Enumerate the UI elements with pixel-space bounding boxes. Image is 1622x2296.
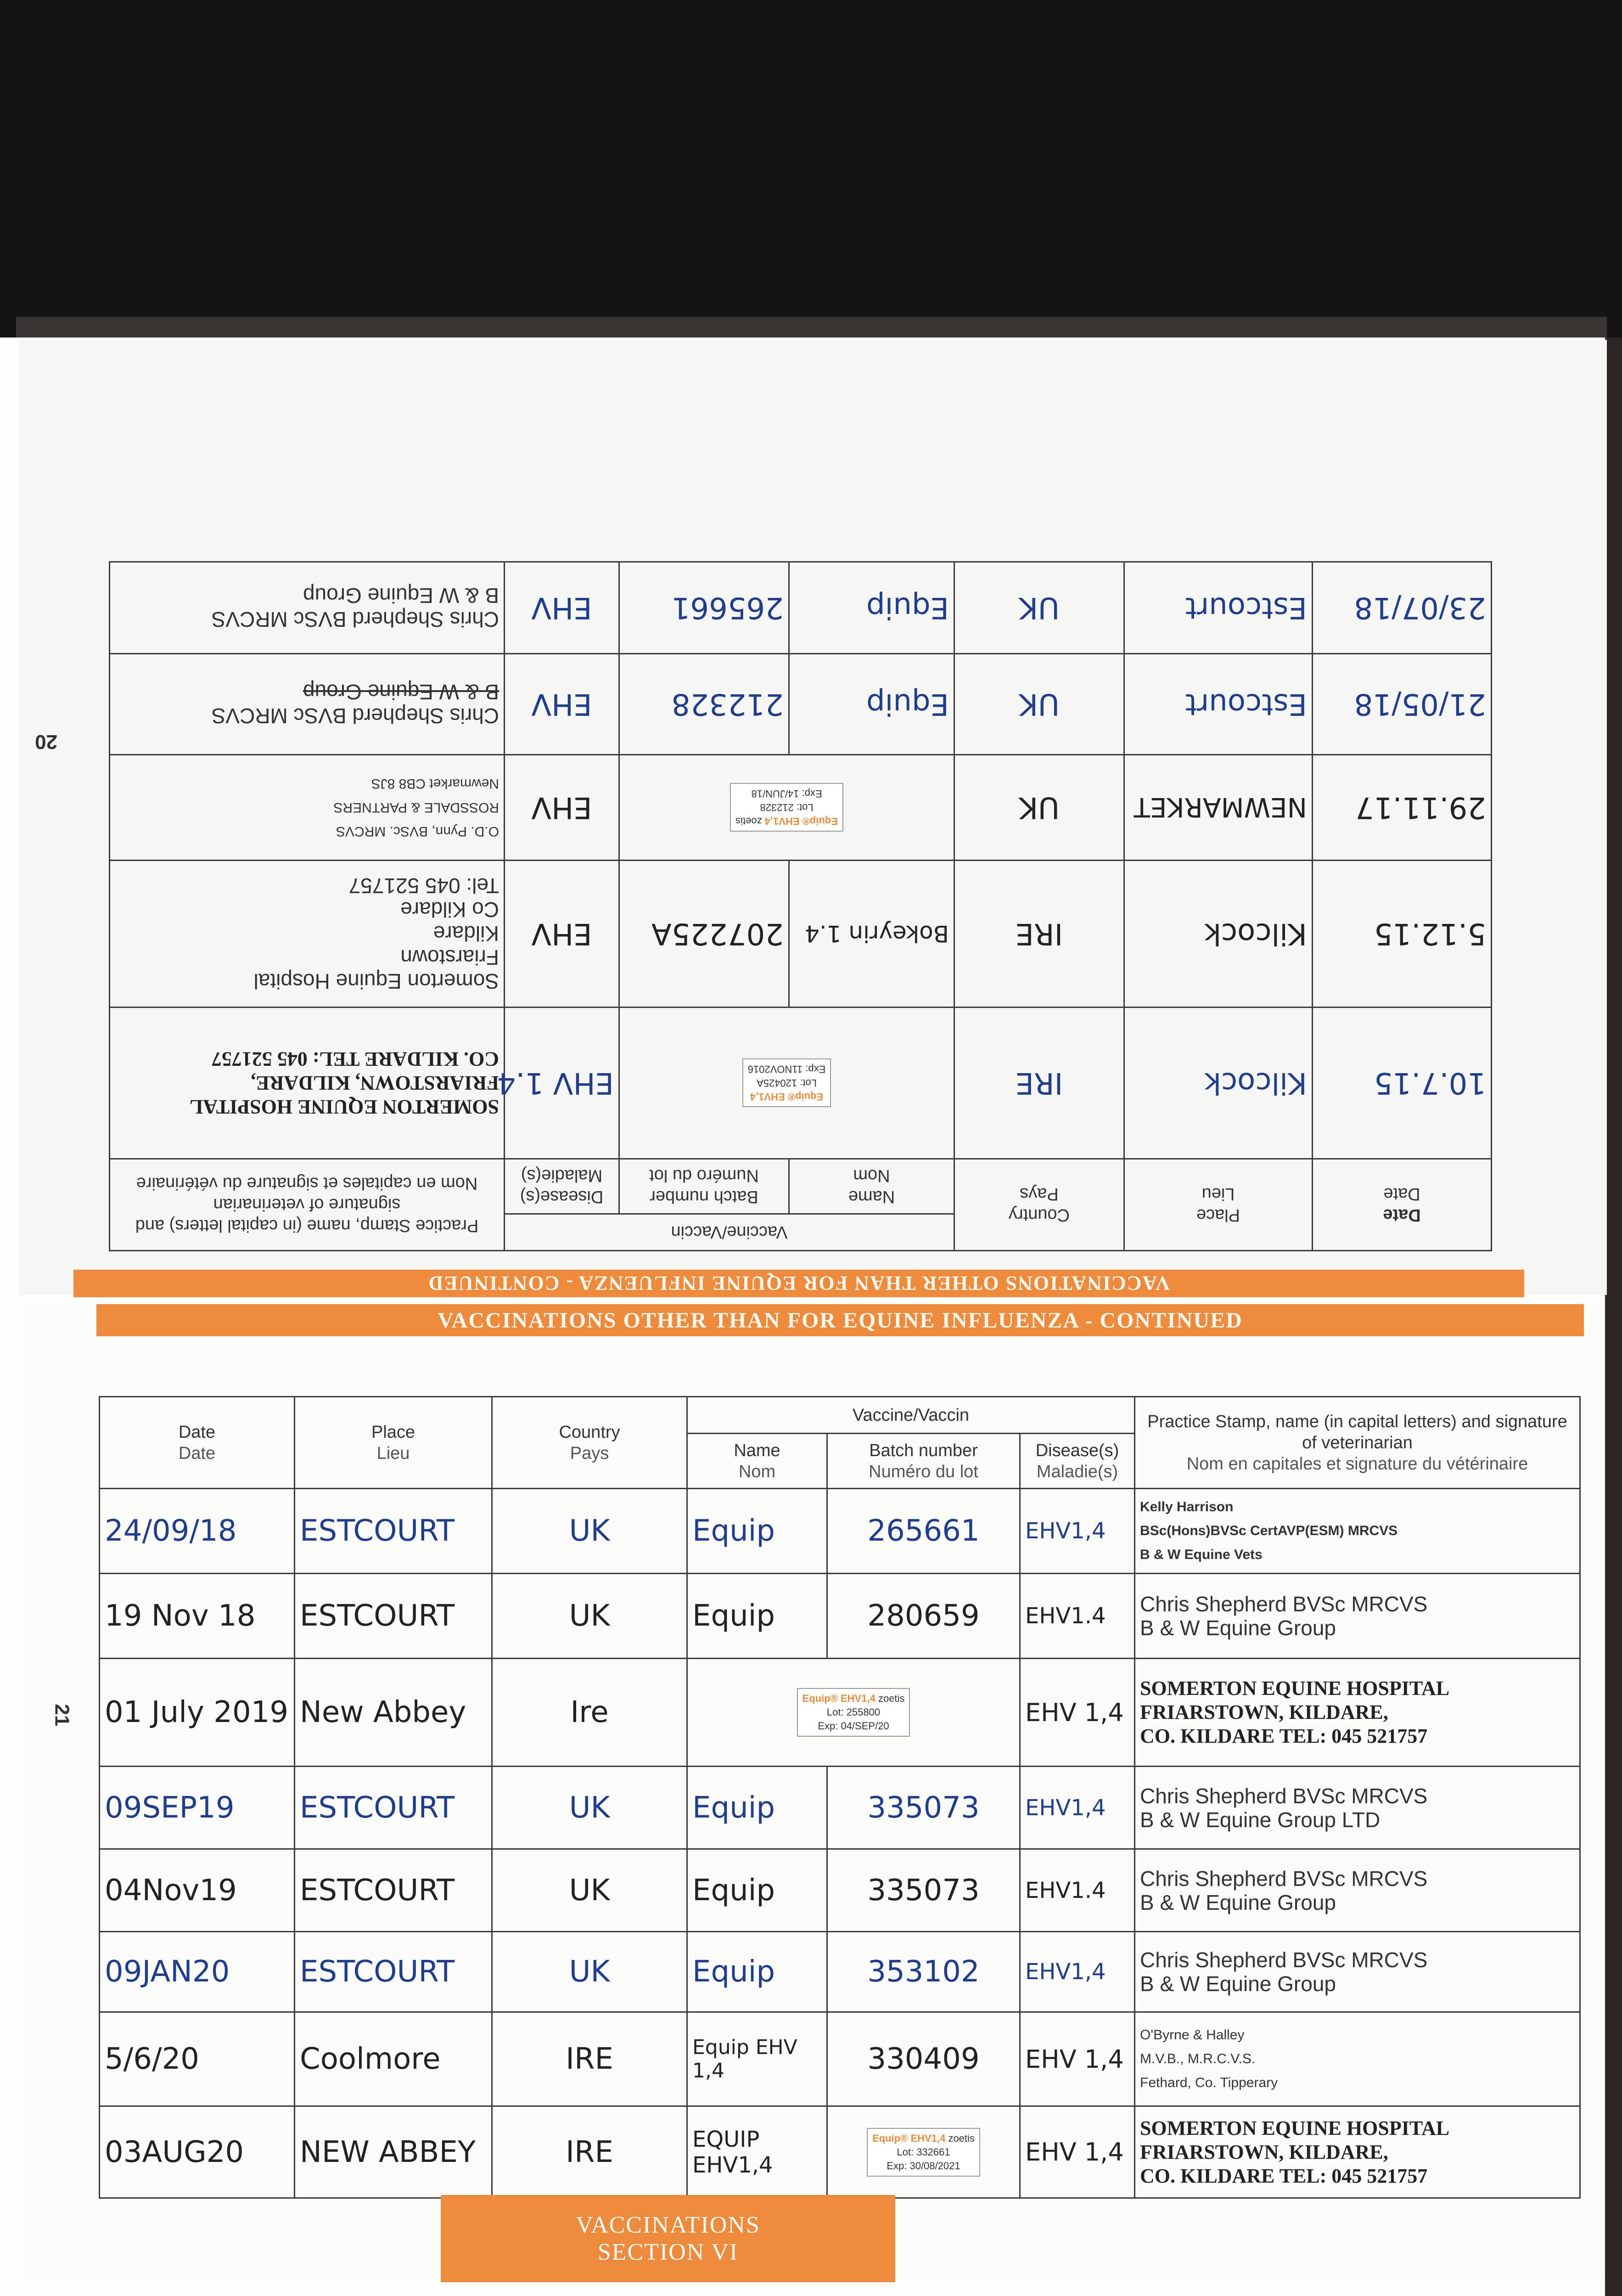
- lower-row-disease: EHV1,4: [1020, 1932, 1135, 2012]
- lower-table-row: [100, 1932, 1580, 2012]
- lower-row-batch: 353102: [827, 1932, 1020, 2012]
- section-footer-banner: [441, 2195, 895, 2282]
- lower-table-row: [100, 1574, 1580, 1659]
- upper-row-place: Estcourt: [1124, 654, 1313, 755]
- upper-row-place: Kilcock: [1124, 1007, 1313, 1159]
- upper-row-place: Kilcock: [1124, 861, 1313, 1007]
- lower-table-row: [100, 1849, 1580, 1932]
- lower-page-number: 21: [51, 1704, 73, 1727]
- vaccine-sticker: Equip® EHV1,4 zoetis Lot: 255800 Exp: 04/SEP/20: [797, 1688, 910, 1737]
- lower-section-banner: [96, 1304, 1584, 1336]
- lower-row-vaccine-label: [827, 2106, 1020, 2198]
- upper-row-disease: EHV: [505, 562, 619, 654]
- lower-row-country: IRE: [492, 2106, 687, 2198]
- upper-table-row: [110, 1007, 1492, 1159]
- book-spine-edge: [1605, 338, 1622, 2296]
- upper-row-vaccine-label: [619, 755, 954, 861]
- upper-page-number: 20: [35, 731, 57, 753]
- upper-header-stamp: Practice Stamp, name (in capital letters) and signature of veterinarian Nom en capitales et signature du vétérinaire: [110, 1159, 505, 1251]
- lower-row-batch: 330409: [827, 2012, 1020, 2106]
- lower-row-place: ESTCOURT: [295, 1932, 492, 2012]
- lower-row-stamp: SOMERTON EQUINE HOSPITAL FRIARSTOWN, KILDARE, CO. KILDARE TEL: 045 521757: [1135, 2106, 1580, 2198]
- upper-row-disease: EHV: [505, 755, 619, 861]
- lower-table-row: [100, 1489, 1580, 1574]
- upper-row-stamp: Somerton Equine Hospital Friarstown Kildare Co Kildare Tel: 045 521757: [110, 861, 505, 1007]
- vaccine-sticker: Equip® EHV1,4 zoetis Lot: 332661 Exp: 30/08/2021: [867, 2128, 980, 2177]
- lower-row-date: 04Nov19: [100, 1849, 295, 1932]
- lower-row-place: ESTCOURT: [295, 1767, 492, 1849]
- lower-row-date: 09SEP19: [100, 1767, 295, 1849]
- lower-row-date: 01 July 2019: [100, 1659, 295, 1767]
- upper-header-place: Place Lieu: [1124, 1159, 1313, 1251]
- upper-row-date: 23/07/18: [1313, 562, 1492, 654]
- lower-row-name: Equip: [687, 1574, 827, 1659]
- lower-table-row: [100, 1659, 1580, 1767]
- lower-row-place: Coolmore: [295, 2012, 492, 2106]
- upper-row-date: 10.7.15: [1313, 1007, 1492, 1159]
- lower-row-place: ESTCOURT: [295, 1489, 492, 1574]
- lower-row-name: Equip: [687, 1767, 827, 1849]
- lower-row-name: EQUIP EHV1,4: [687, 2106, 827, 2198]
- lower-row-name: Equip: [687, 1849, 827, 1932]
- lower-row-batch: 335073: [827, 1767, 1020, 1849]
- lower-row-vaccine-label: [687, 1659, 1020, 1767]
- upper-header-vaccine: Vaccine/Vaccin: [505, 1214, 954, 1251]
- lower-row-stamp: Chris Shepherd BVSc MRCVS B & W Equine Group: [1135, 1849, 1580, 1932]
- lower-row-country: IRE: [492, 2012, 687, 2106]
- lower-row-disease: EHV1.4: [1020, 1849, 1135, 1932]
- upper-row-vaccine-label: [619, 1007, 954, 1159]
- upper-row-date: 29.11.17: [1313, 755, 1492, 861]
- footer-banner-line-2: SECTION VI: [597, 2239, 739, 2265]
- upper-row-date: 21/05/18: [1313, 654, 1492, 755]
- upper-header-batch: Batch number Numéro du lot: [619, 1159, 789, 1214]
- lower-table-row: [100, 2106, 1580, 2198]
- upper-row-name: Bokeyrin 1.4: [789, 861, 954, 1007]
- upper-row-country: UK: [954, 654, 1124, 755]
- upper-table-row: [110, 562, 1492, 654]
- upper-table-row: [110, 861, 1492, 1007]
- upper-table-row: [110, 755, 1492, 861]
- lower-row-country: UK: [492, 1489, 687, 1574]
- lower-banner-text: VACCINATIONS OTHER THAN FOR EQUINE INFLUENZA - CONTINUED: [438, 1308, 1243, 1333]
- lower-row-disease: EHV 1,4: [1020, 2012, 1135, 2106]
- lower-row-country: UK: [492, 1574, 687, 1659]
- lower-row-country: UK: [492, 1849, 687, 1932]
- lower-row-country: UK: [492, 1932, 687, 2012]
- lower-header-country: Country Pays: [492, 1397, 687, 1489]
- upper-row-place: NEWMARKET: [1124, 755, 1313, 861]
- lower-row-country: Ire: [492, 1659, 687, 1767]
- upper-row-country: UK: [954, 562, 1124, 654]
- lower-header-batch: Batch number Numéro du lot: [827, 1434, 1020, 1489]
- lower-row-date: 03AUG20: [100, 2106, 295, 2198]
- lower-row-stamp: Chris Shepherd BVSc MRCVS B & W Equine Group: [1135, 1932, 1580, 2012]
- lower-row-disease: EHV 1,4: [1020, 1659, 1135, 1767]
- lower-row-place: New Abbey: [295, 1659, 492, 1767]
- upper-row-stamp: Chris Shepherd BVSc MRCVS B & W Equine Group: [110, 654, 505, 755]
- upper-row-date: 5.12.15: [1313, 861, 1492, 1007]
- lower-row-stamp: Kelly Harrison BSc(Hons)BVSc CertAVP(ESM) MRCVS B & W Equine Vets: [1135, 1489, 1580, 1574]
- lower-row-country: UK: [492, 1767, 687, 1849]
- lower-header-vaccine: Vaccine/Vaccin: [687, 1397, 1135, 1434]
- upper-row-disease: EHV: [505, 861, 619, 1007]
- vaccine-sticker: Equip® EHV1,4 Lot: 120425A Exp: 11NOV2016: [742, 1059, 831, 1108]
- upper-row-disease: EHV: [505, 654, 619, 755]
- upper-row-batch: 265661: [619, 562, 789, 654]
- lower-row-batch: 280659: [827, 1574, 1020, 1659]
- lower-row-disease: EHV1,4: [1020, 1489, 1135, 1574]
- lower-row-name: Equip: [687, 1489, 827, 1574]
- upper-header-name: Name Nom: [789, 1159, 954, 1214]
- passport-cover-dark: [0, 0, 1622, 338]
- lower-header-date: Date Date: [100, 1397, 295, 1489]
- lower-row-stamp: O'Byrne & Halley M.V.B., M.R.C.V.S. Fethard, Co. Tipperary: [1135, 2012, 1580, 2106]
- cover-edge: [16, 317, 1607, 338]
- lower-row-batch: 335073: [827, 1849, 1020, 1932]
- lower-row-disease: EHV1,4: [1020, 1767, 1135, 1849]
- upper-header-disease: Disease(s) Maladie(s): [505, 1159, 619, 1214]
- upper-header-date: Date Date: [1313, 1159, 1492, 1251]
- upper-page-content: [18, 340, 1607, 1295]
- lower-row-disease: EHV1.4: [1020, 1574, 1135, 1659]
- lower-row-stamp: Chris Shepherd BVSc MRCVS B & W Equine Group: [1135, 1574, 1580, 1659]
- lower-header-place: Place Lieu: [295, 1397, 492, 1489]
- footer-banner-line-1: VACCINATIONS: [576, 2212, 760, 2238]
- upper-row-name: Equip: [789, 562, 954, 654]
- lower-vaccination-table: [99, 1396, 1581, 2199]
- lower-table-row: [100, 1767, 1580, 1849]
- upper-row-batch: 212328: [619, 654, 789, 755]
- upper-row-stamp: SOMERTON EQUINE HOSPITAL FRIARSTOWN, KILDARE, CO. KILDARE TEL: 045 521757: [110, 1007, 505, 1159]
- upper-header-country: Country Pays: [954, 1159, 1124, 1251]
- upper-vaccination-table: [109, 561, 1492, 1251]
- upper-row-place: Estcourt: [1124, 562, 1313, 654]
- lower-row-batch: 265661: [827, 1489, 1020, 1574]
- lower-row-name: Equip EHV 1,4: [687, 2012, 827, 2106]
- lower-row-place: ESTCOURT: [295, 1574, 492, 1659]
- lower-row-date: 5/6/20: [100, 2012, 295, 2106]
- lower-header-stamp: Practice Stamp, name (in capital letters) and signature of veterinarian Nom en capitales et signature du vétérinaire: [1135, 1397, 1580, 1489]
- upper-row-stamp: Chris Shepherd BVSc MRCVS B & W Equine Group: [110, 562, 505, 654]
- lower-row-date: 24/09/18: [100, 1489, 295, 1574]
- upper-row-disease: EHV 1.4: [505, 1007, 619, 1159]
- upper-table-row: [110, 654, 1492, 755]
- upper-section-banner: [73, 1270, 1524, 1297]
- upper-banner-text: VACCINATIONS OTHER THAN FOR EQUINE INFLUENZA - CONTINUED: [427, 1272, 1170, 1295]
- lower-row-stamp: Chris Shepherd BVSc MRCVS B & W Equine Group LTD: [1135, 1767, 1580, 1849]
- lower-row-place: NEW ABBEY: [295, 2106, 492, 2198]
- upper-page: [18, 340, 1607, 1295]
- lower-row-place: ESTCOURT: [295, 1849, 492, 1932]
- lower-header-name: Name Nom: [687, 1434, 827, 1489]
- upper-row-country: IRE: [954, 861, 1124, 1007]
- upper-row-country: UK: [954, 755, 1124, 861]
- upper-row-stamp: O.D. Pynn, BVSc. MRCVS ROSSDALE & PARTNERS Newmarket CB8 8JS: [110, 755, 505, 861]
- lower-header-disease: Disease(s) Maladie(s): [1020, 1434, 1135, 1489]
- upper-row-country: IRE: [954, 1007, 1124, 1159]
- lower-row-date: 19 Nov 18: [100, 1574, 295, 1659]
- lower-row-date: 09JAN20: [100, 1932, 295, 2012]
- lower-row-disease: EHV 1,4: [1020, 2106, 1135, 2198]
- upper-row-name: Equip: [789, 654, 954, 755]
- upper-row-batch: 207225A: [619, 861, 789, 1007]
- lower-row-name: Equip: [687, 1932, 827, 2012]
- lower-row-stamp: SOMERTON EQUINE HOSPITAL FRIARSTOWN, KILDARE, CO. KILDARE TEL: 045 521757: [1135, 1659, 1580, 1767]
- lower-table-row: [100, 2012, 1580, 2106]
- vaccine-sticker: Equip® EHV1,4 zoetis Lot: 212328 Exp: 14/JUN/18: [730, 783, 843, 832]
